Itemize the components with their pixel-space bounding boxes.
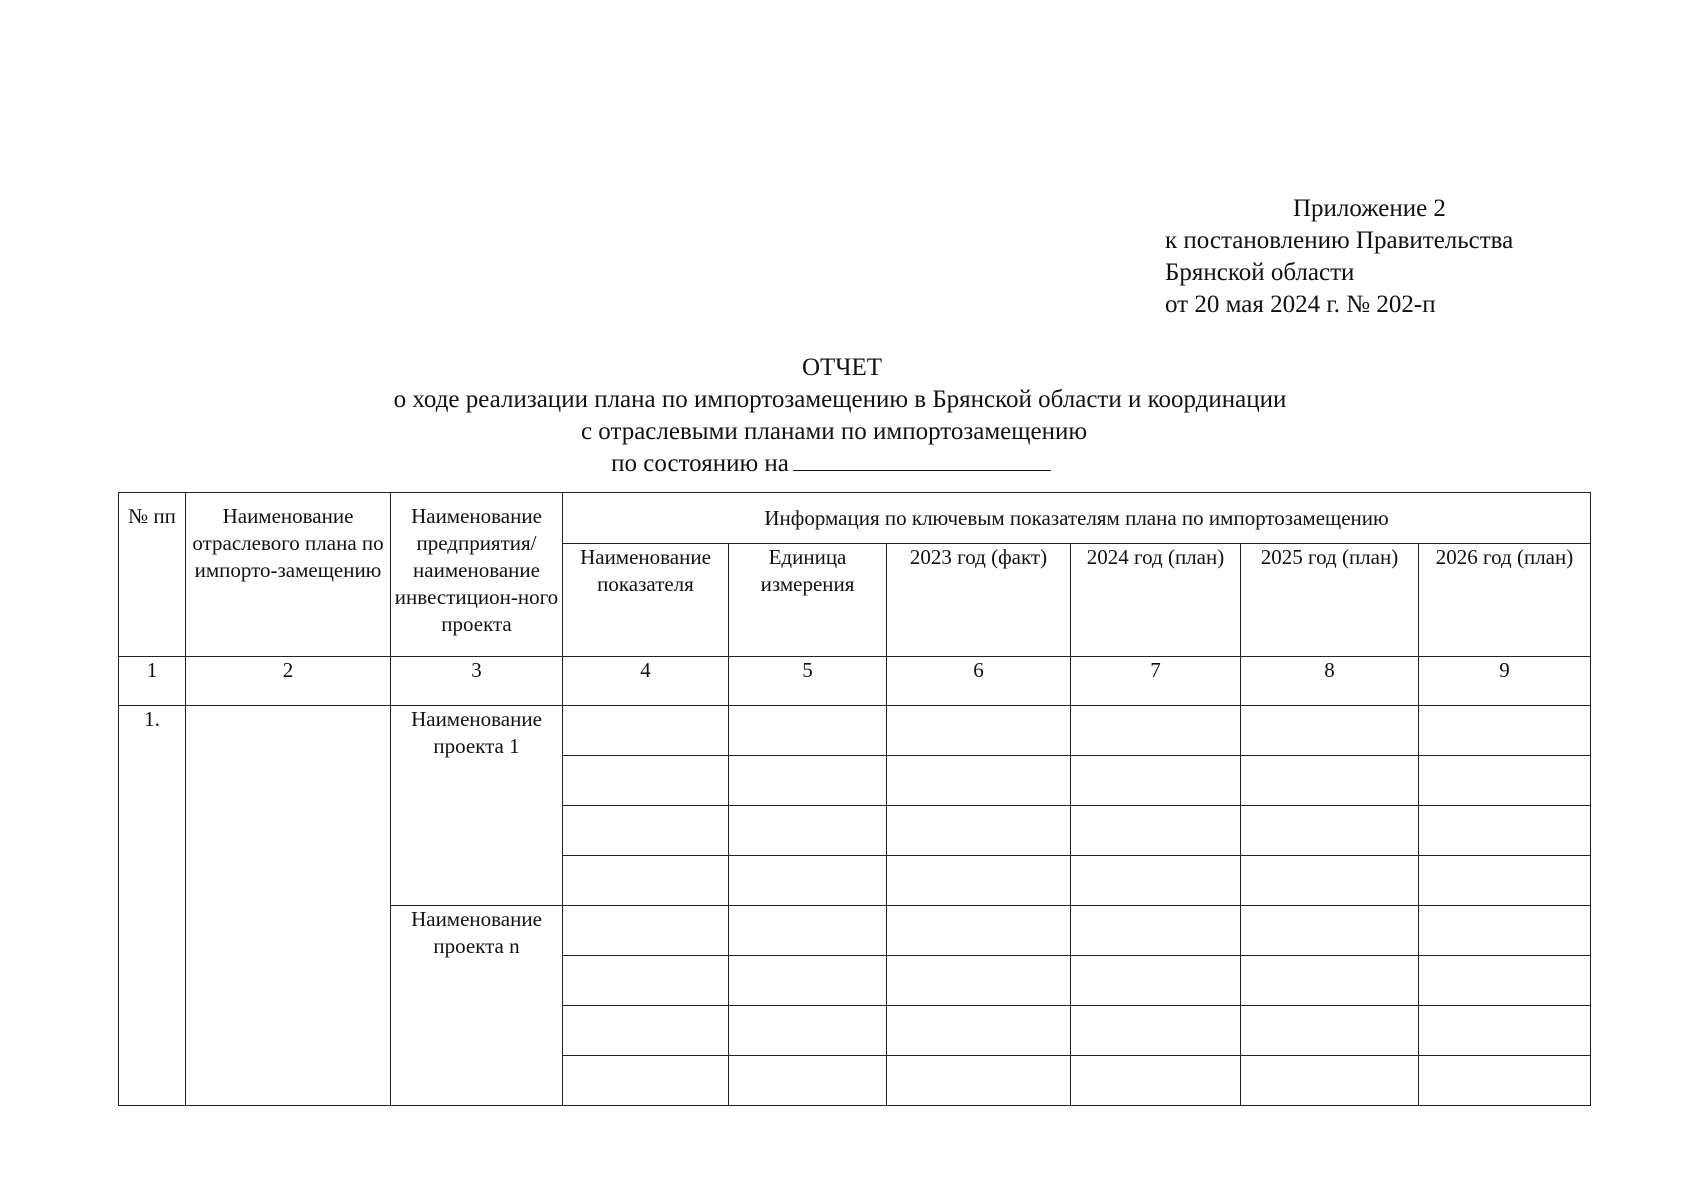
table-cell[interactable] (1071, 856, 1241, 906)
table-cell[interactable] (1071, 1006, 1241, 1056)
table-cell[interactable] (563, 856, 729, 906)
table-cell[interactable] (1241, 1056, 1419, 1106)
appendix-resolution: к постановлению Правительства (1165, 227, 1514, 254)
table-cell[interactable] (1241, 756, 1419, 806)
table-cell[interactable] (1071, 956, 1241, 1006)
header-col-2024: 2024 год (план) (1071, 544, 1241, 657)
column-number: 6 (887, 657, 1071, 706)
table-cell[interactable] (1419, 756, 1591, 806)
appendix-title: Приложение 2 (1293, 195, 1446, 222)
table-cell[interactable] (1419, 806, 1591, 856)
table-cell[interactable] (563, 906, 729, 956)
table-cell[interactable] (729, 1006, 887, 1056)
header-col-indicator: Наименование показателя (563, 544, 729, 657)
table-cell[interactable] (887, 1056, 1071, 1106)
table-cell[interactable] (1241, 806, 1419, 856)
table-cell[interactable] (1241, 956, 1419, 1006)
report-subtitle-line2: с отраслевыми планами по импортозамещению (580, 418, 1088, 445)
header-col-2023: 2023 год (факт) (887, 544, 1071, 657)
table-cell[interactable] (1071, 706, 1241, 756)
report-date-line (0, 448, 1692, 480)
report-heading: ОТЧЕТ (801, 354, 883, 381)
column-number: 7 (1071, 657, 1241, 706)
table-cell[interactable] (1419, 906, 1591, 956)
column-number: 4 (563, 657, 729, 706)
appendix-date: от 20 мая 2024 г. № 202-п (1165, 291, 1436, 318)
table-cell[interactable] (1419, 706, 1591, 756)
table-cell[interactable] (887, 856, 1071, 906)
column-number: 1 (119, 657, 186, 706)
table-cell[interactable] (1071, 806, 1241, 856)
table-cell[interactable] (1419, 1056, 1591, 1106)
table-cell[interactable] (887, 906, 1071, 956)
header-col-enterprise: Наименование предприятия/ наименование инвестицион-ного проекта (391, 493, 563, 657)
column-number-row (119, 657, 1591, 706)
table-cell[interactable] (1241, 1006, 1419, 1056)
table-cell[interactable] (563, 1006, 729, 1056)
header-col-number: № пп (119, 493, 186, 657)
table-cell[interactable] (729, 956, 887, 1006)
table-cell[interactable] (887, 956, 1071, 1006)
report-title-block (0, 352, 1692, 480)
table-cell[interactable] (1419, 856, 1591, 906)
column-number: 2 (186, 657, 391, 706)
header-info-group: Информация по ключевым показателям плана по импортозамещению (563, 493, 1591, 544)
project-n-name: Наименование проекта n (391, 906, 563, 1106)
table-cell[interactable] (887, 1006, 1071, 1056)
column-number: 9 (1419, 657, 1591, 706)
table-cell[interactable] (887, 806, 1071, 856)
report-date-blank (793, 450, 1051, 471)
table-cell[interactable] (1241, 906, 1419, 956)
header-col-plan: Наименование отраслевого плана по импорто-замещению (186, 493, 391, 657)
table-cell[interactable] (563, 706, 729, 756)
header-row-main (119, 493, 1591, 544)
table-cell[interactable] (1071, 1056, 1241, 1106)
report-date-label: по состоянию на (611, 450, 789, 477)
appendix-region: Брянской области (1165, 259, 1355, 286)
column-number: 5 (729, 657, 887, 706)
table-cell[interactable] (1071, 906, 1241, 956)
table-cell[interactable] (729, 806, 887, 856)
table-cell[interactable] (563, 1056, 729, 1106)
row-number: 1. (119, 706, 186, 1106)
table-row (119, 706, 1591, 756)
table-cell[interactable] (563, 956, 729, 1006)
table-cell[interactable] (1071, 756, 1241, 806)
table-cell[interactable] (729, 1056, 887, 1106)
table-cell[interactable] (1241, 856, 1419, 906)
table-cell[interactable] (1419, 1006, 1591, 1056)
header-col-2025: 2025 год (план) (1241, 544, 1419, 657)
column-number: 3 (391, 657, 563, 706)
table-cell[interactable] (563, 806, 729, 856)
project-1-name: Наименование проекта 1 (391, 706, 563, 906)
table-cell[interactable] (729, 856, 887, 906)
appendix-block (1165, 193, 1513, 321)
column-number: 8 (1241, 657, 1419, 706)
table-cell[interactable] (563, 756, 729, 806)
report-table (118, 492, 1591, 1106)
header-col-2026: 2026 год (план) (1419, 544, 1591, 657)
table-cell[interactable] (729, 706, 887, 756)
table-cell[interactable] (887, 706, 1071, 756)
header-col-unit: Единица измерения (729, 544, 887, 657)
plan-name-cell[interactable] (186, 706, 391, 1106)
table-cell[interactable] (887, 756, 1071, 806)
table-cell[interactable] (729, 906, 887, 956)
table-cell[interactable] (1419, 956, 1591, 1006)
table-cell[interactable] (1241, 706, 1419, 756)
report-subtitle-line1: о ходе реализации плана по импортозамещению в Брянской области и координации (393, 386, 1287, 413)
table-cell[interactable] (729, 756, 887, 806)
